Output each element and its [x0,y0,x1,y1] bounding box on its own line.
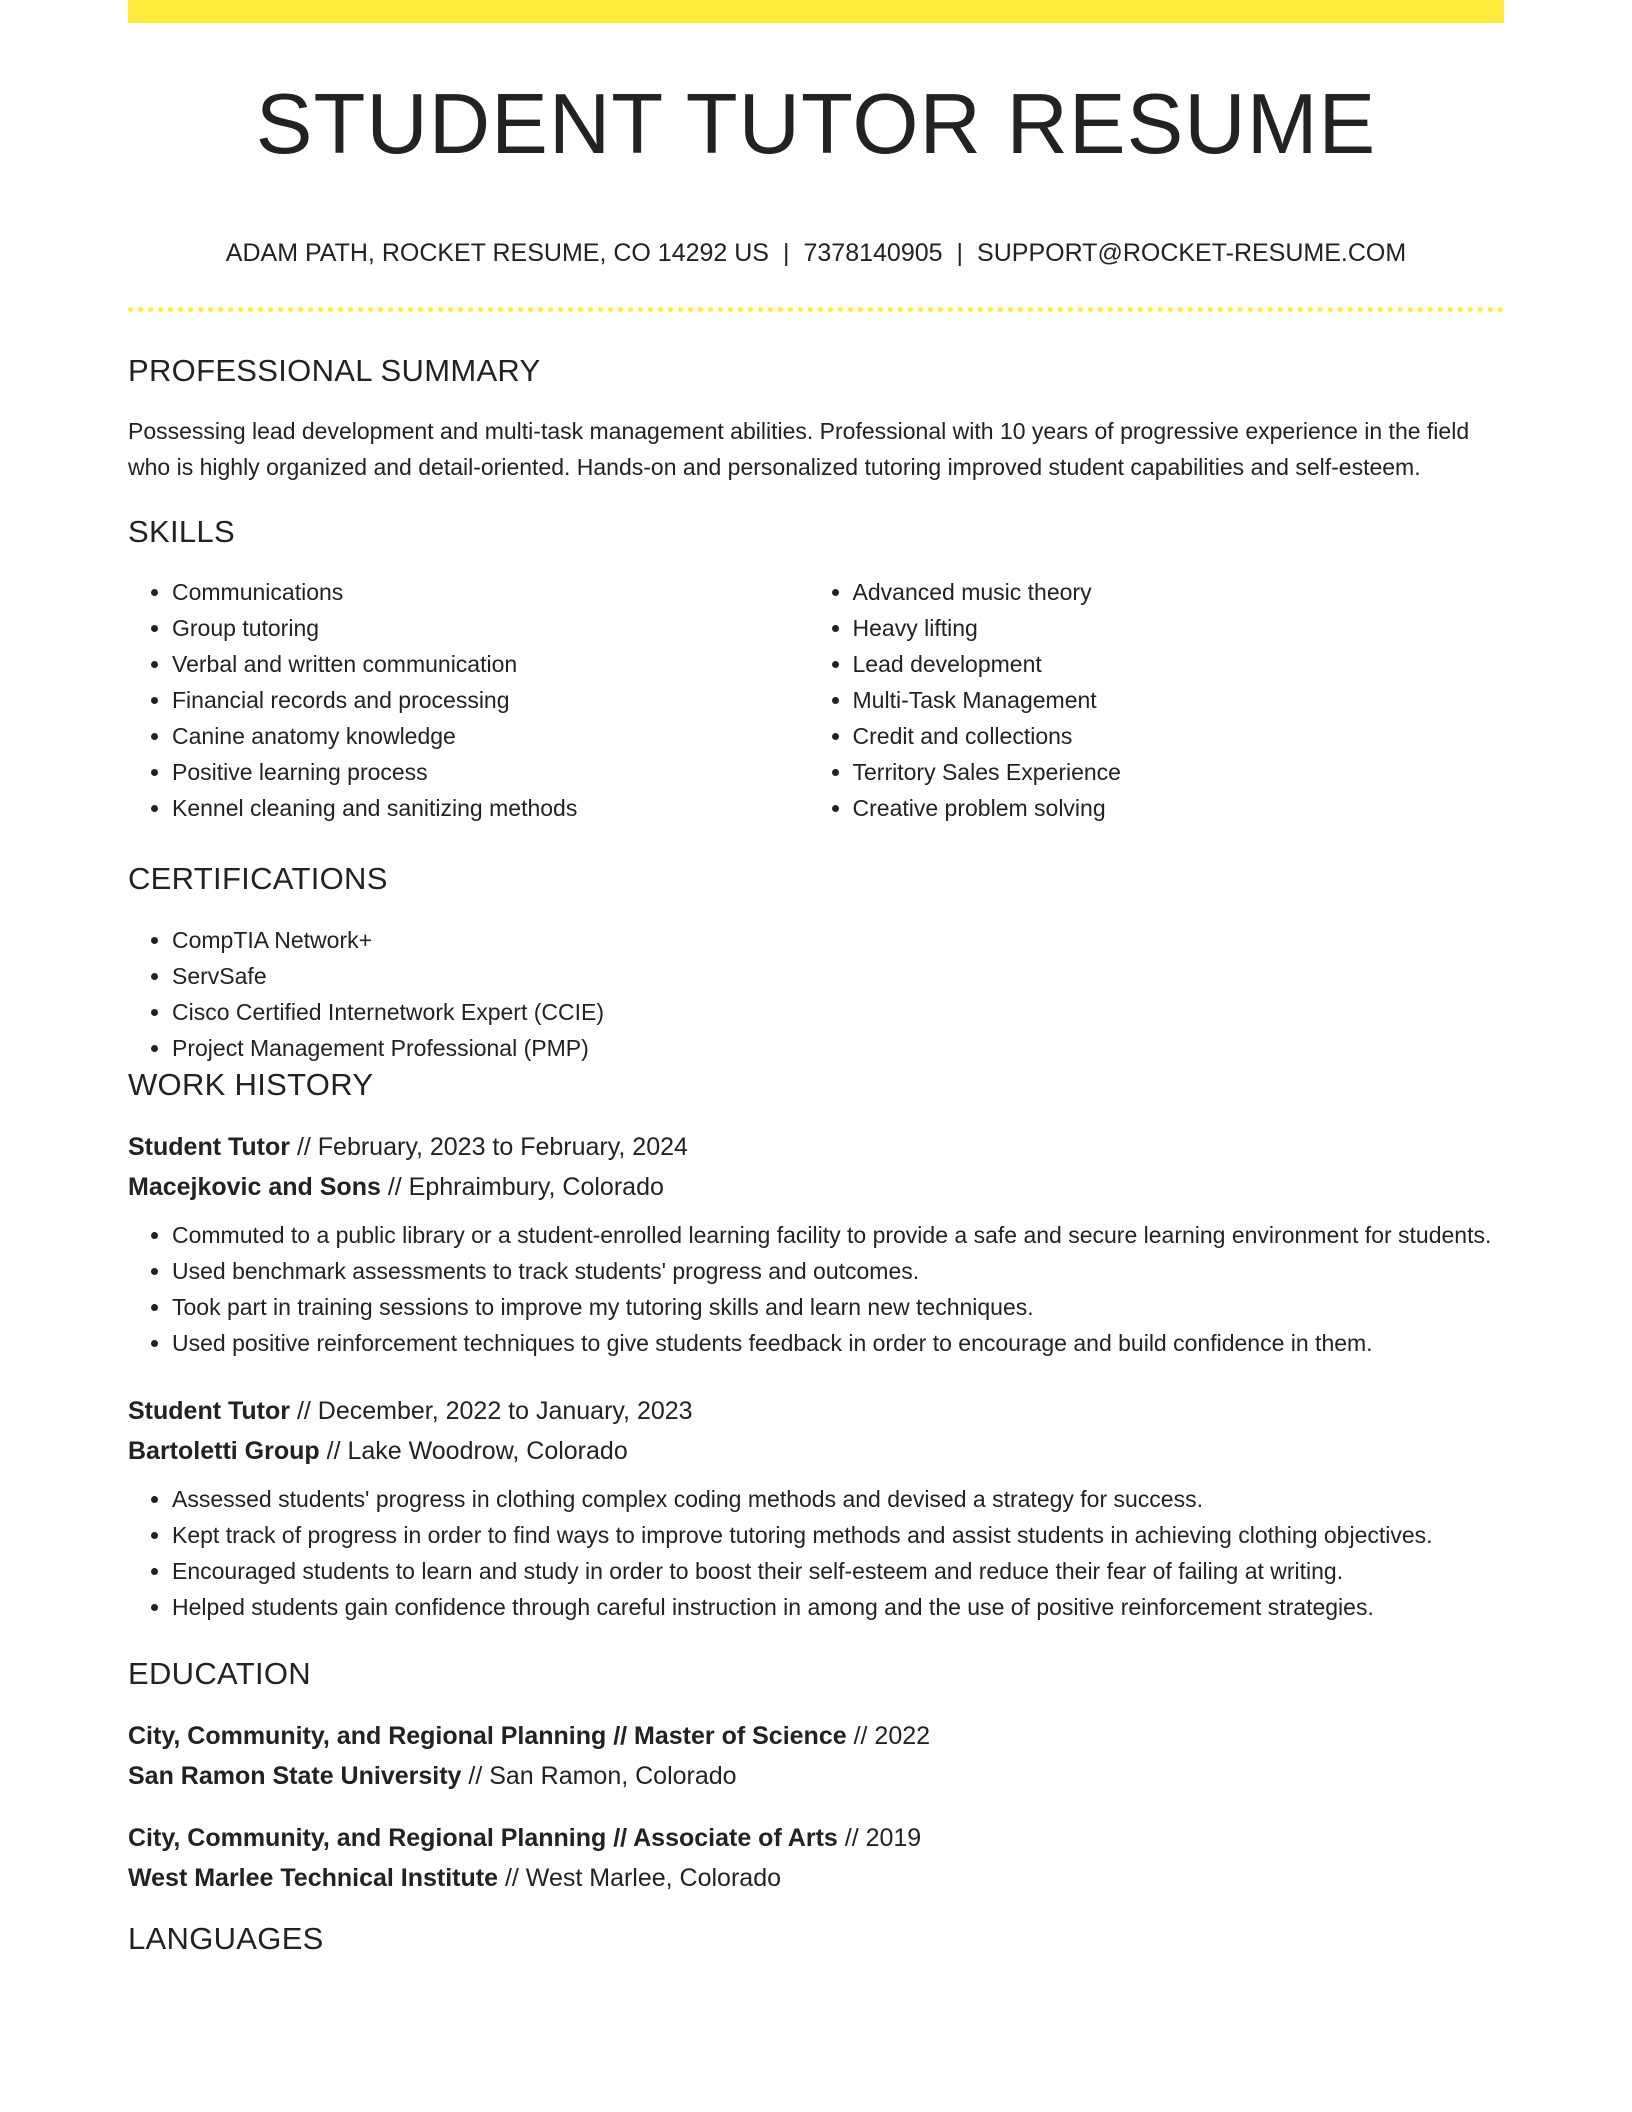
skill-item: • Canine anatomy knowledge [172,718,809,754]
education-entry [128,1818,1504,1898]
job-company-line [128,1431,1504,1471]
education-location: // San Ramon, Colorado [461,1761,737,1790]
job-company-line [128,1167,1504,1207]
skills-list-right [809,574,1504,826]
skill-item: • Heavy lifting [853,610,1504,646]
skill-item: • Group tutoring [172,610,809,646]
job-duties-list [128,1481,1504,1625]
education-year: // 2022 [846,1721,931,1750]
skill-item: • Financial records and processing [172,682,809,718]
section-heading-work-history: WORK HISTORY [128,1066,374,1102]
certification-item: • ServSafe [172,958,1504,994]
section-heading-languages: LANGUAGES [128,1920,324,1956]
job-entry [128,1127,1504,1361]
skill-item: • Verbal and written communication [172,646,809,682]
dotted-divider [128,307,1504,312]
job-duty-item: • Took part in training sessions to improve my tutoring skills and learn new techniques. [172,1289,1504,1325]
resume-content [128,352,1504,1981]
certification-item: • CompTIA Network+ [172,922,1504,958]
section-heading-certifications: CERTIFICATIONS [128,861,388,897]
job-dates: // February, 2023 to February, 2024 [290,1132,688,1161]
education-degree: City, Community, and Regional Planning // Master of Science [128,1721,847,1750]
job-title-line [128,1391,1504,1431]
job-location: // Ephraimbury, Colorado [380,1172,664,1201]
skill-item: • Advanced music theory [853,574,1504,610]
contact-separator: | [783,239,790,267]
job-duty-item: • Used positive reinforcement techniques to give students feedback in order to encourage and build confidence in them. [172,1325,1504,1361]
job-company: Macejkovic and Sons [128,1172,381,1201]
job-title: Student Tutor [128,1132,290,1161]
section-heading-summary: PROFESSIONAL SUMMARY [128,353,541,388]
skill-item: • Lead development [853,646,1504,682]
education-school-line [128,1756,1504,1796]
skill-item: • Communications [172,574,809,610]
skill-item: • Credit and collections [853,718,1504,754]
job-company: Bartoletti Group [128,1436,320,1465]
job-duty-item: • Commuted to a public library or a student-enrolled learning facility to provide a safe and secure learning environment for students. [172,1217,1504,1253]
resume-page [128,0,1504,2112]
education-school: West Marlee Technical Institute [128,1863,499,1892]
education-degree-line [128,1818,1504,1858]
job-title: Student Tutor [128,1396,290,1425]
certification-item: • Project Management Professional (PMP) [172,1030,1504,1066]
job-dates: // December, 2022 to January, 2023 [290,1396,693,1425]
section-heading-skills: SKILLS [128,514,235,550]
skill-item: • Territory Sales Experience [853,754,1504,790]
languages-section [128,1920,1504,1957]
education-entry [128,1716,1504,1796]
section-heading-education: EDUCATION [128,1655,311,1691]
education-location: // West Marlee, Colorado [498,1863,781,1892]
job-duty-item: • Encouraged students to learn and study in order to boost their self-esteem and reduce their fear of failing at writing. [172,1553,1504,1589]
contact-address: ADAM PATH, ROCKET RESUME, CO 14292 US [225,239,769,267]
skill-item: • Positive learning process [172,754,809,790]
job-duties-list [128,1217,1504,1361]
education-degree-line [128,1716,1504,1756]
contact-email: SUPPORT@ROCKET-RESUME.COM [977,239,1407,267]
contact-phone: 7378140905 [803,239,943,267]
education-school-line [128,1858,1504,1898]
skills-list-left [128,574,809,826]
skills-section [128,513,1504,826]
work-history-section [128,1066,1504,1625]
certification-item: • Cisco Certified Internetwork Expert (CCIE) [172,994,1504,1030]
certifications-section [128,860,1504,1065]
job-duty-item: • Kept track of progress in order to find ways to improve tutoring methods and assist students in achieving clothing objectives. [172,1517,1504,1553]
education-year: // 2019 [837,1823,922,1852]
education-degree: City, Community, and Regional Planning // Associate of Arts [128,1823,838,1852]
education-school: San Ramon State University [128,1761,462,1790]
summary-section [128,352,1504,485]
certifications-list [128,922,1504,1066]
accent-top-bar [128,0,1504,23]
education-section [128,1655,1504,1898]
job-title-line [128,1127,1504,1167]
job-entry [128,1391,1504,1625]
job-duty-item: • Used benchmark assessments to track students' progress and outcomes. [172,1253,1504,1289]
skill-item: • Kennel cleaning and sanitizing methods [172,790,809,826]
job-location: // Lake Woodrow, Colorado [319,1436,628,1465]
summary-text: Possessing lead development and multi-task management abilities. Professional with 10 years of progressive experience in the field who is highly organized and detail-oriented. Hands-on and personalized tutoring improved student capabilities and self-esteem. [128,418,1470,481]
job-duty-item: • Helped students gain confidence through careful instruction in among and the use of positive reinforcement strategies. [172,1589,1504,1625]
resume-title: STUDENT TUTOR RESUME [255,77,1377,172]
job-duty-item: • Assessed students' progress in clothing complex coding methods and devised a strategy for success. [172,1481,1504,1517]
contact-separator: | [956,239,964,267]
skill-item: • Creative problem solving [853,790,1504,826]
skill-item: • Multi-Task Management [853,682,1504,718]
skills-grid [128,574,1504,826]
contact-line [128,238,1504,268]
